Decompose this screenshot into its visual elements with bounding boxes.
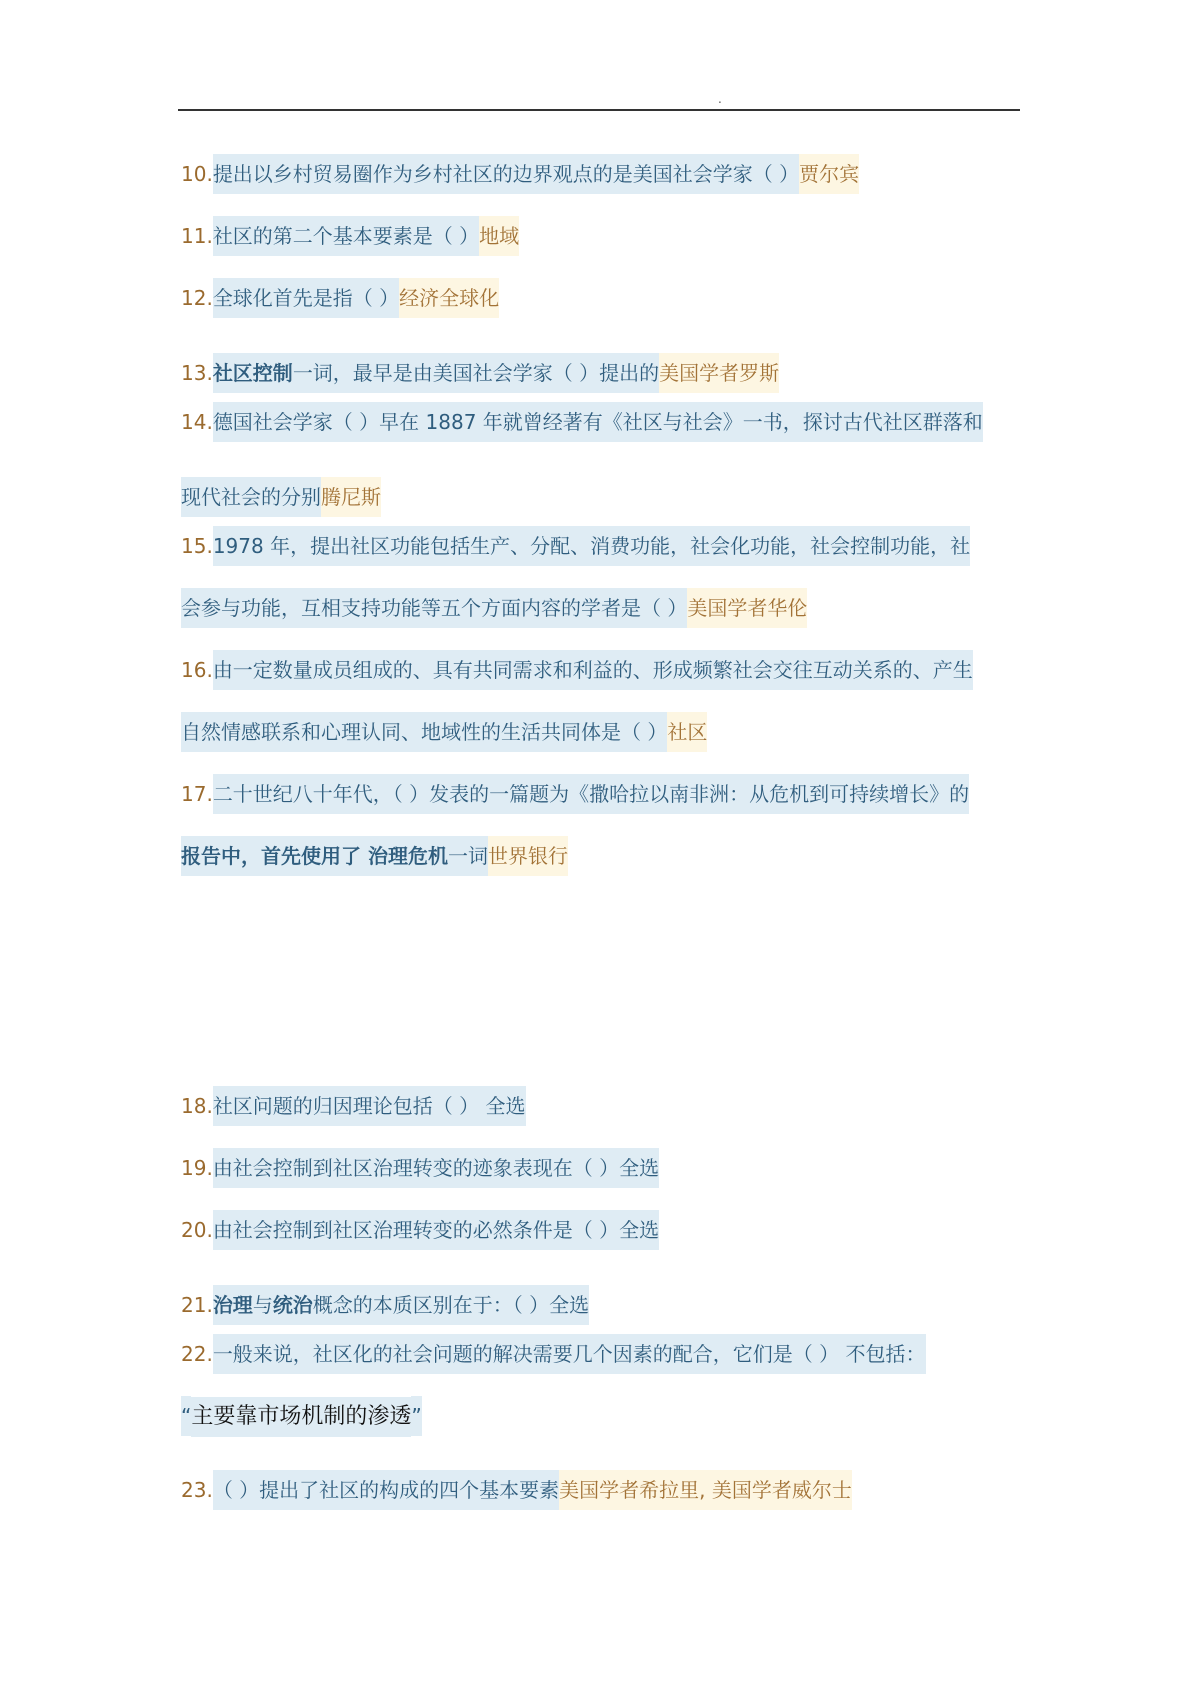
question-text: 全球化首先是指（ ） [213, 278, 399, 318]
question-15 [181, 526, 970, 566]
answer-text: 经济全球化 [399, 278, 499, 318]
question-text: 自然情感联系和心理认同、地域性的生活共同体是（ ） [181, 712, 667, 752]
header-mark: . [718, 92, 722, 106]
question-23 [181, 1470, 852, 1510]
question-text: 由社会控制到社区治理转变的必然条件是（ ）全选 [213, 1210, 659, 1250]
question-text: 社区的第二个基本要素是（ ） [213, 216, 479, 256]
question-11 [181, 216, 519, 256]
question-term: 社区控制 [213, 353, 293, 393]
answer-text: 美国学者罗斯 [659, 353, 779, 393]
question-16-continued [181, 712, 707, 752]
question-number: 13. [181, 361, 213, 385]
question-number: 12. [181, 286, 213, 310]
question-22 [181, 1334, 926, 1374]
question-14-continued [181, 464, 381, 509]
question-text: 由一定数量成员组成的、具有共同需求和利益的、形成频繁社会交往互动关系的、产生 [213, 650, 973, 690]
question-19 [181, 1148, 659, 1188]
answer-text: 腾尼斯 [321, 477, 381, 517]
question-text: 提出以乡村贸易圈作为乡村社区的边界观点的是美国社会学家（ ） [213, 154, 799, 194]
question-number: 20. [181, 1218, 213, 1242]
question-17 [181, 774, 969, 814]
question-number: 16. [181, 658, 213, 682]
question-text: 德国社会学家（ ）早在 1887 年就曾经著有《社区与社会》一书，探讨古代社区群落和 [213, 402, 983, 442]
question-number: 22. [181, 1342, 213, 1366]
question-text: 一词，最早是由美国社会学家（ ）提出的 [293, 353, 659, 393]
question-text: 一词 [448, 836, 488, 876]
answer-text: 世界银行 [488, 836, 568, 876]
question-17-continued [181, 836, 568, 876]
question-text: 会参与功能，互相支持功能等五个方面内容的学者是（ ） [181, 588, 687, 628]
quoted-text: 主要靠市场机制的渗透 [191, 1397, 411, 1437]
question-text: 由社会控制到社区治理转变的迹象表现在（ ）全选 [213, 1148, 659, 1188]
question-text: 概念的本质区别在于：（ ）全选 [313, 1285, 589, 1325]
question-10 [181, 154, 859, 194]
question-22-continued [181, 1396, 422, 1436]
question-number: 18. [181, 1094, 213, 1118]
question-number: 10. [181, 162, 213, 186]
question-term: 治理 [213, 1285, 253, 1325]
question-18 [181, 1086, 526, 1126]
question-13 [181, 340, 780, 385]
question-term: 报告中，首先使用了 治理危机 [181, 836, 448, 876]
question-number: 17. [181, 782, 213, 806]
answer-text: 美国学者希拉里, 美国学者威尔士 [559, 1470, 852, 1510]
question-number: 23. [181, 1478, 213, 1502]
question-number: 11. [181, 224, 213, 248]
question-21 [181, 1272, 590, 1317]
question-text: （ ）提出了社区的构成的四个基本要素 [213, 1470, 559, 1510]
question-number: 14. [181, 410, 213, 434]
question-text: 社区问题的归因理论包括（ ） 全选 [213, 1086, 526, 1126]
question-term: 统治 [273, 1285, 313, 1325]
question-text: 1978 年，提出社区功能包括生产、分配、消费功能，社会化功能，社会控制功能，社 [213, 526, 970, 566]
question-number: 19. [181, 1156, 213, 1180]
question-text: 二十世纪八十年代，（ ）发表的一篇题为《撒哈拉以南非洲：从危机到可持续增长》的 [213, 774, 969, 814]
question-number: 21. [181, 1293, 213, 1317]
quote-open: “ [181, 1396, 191, 1436]
question-text: 一般来说，社区化的社会问题的解决需要几个因素的配合，它们是（ ） 不包括： [213, 1334, 926, 1374]
answer-text: 地域 [479, 216, 519, 256]
question-number: 15. [181, 534, 213, 558]
header-rule [178, 109, 1020, 111]
answer-text: 贾尔宾 [799, 154, 859, 194]
question-12 [181, 278, 499, 318]
answer-text: 美国学者华伦 [687, 588, 807, 628]
question-20 [181, 1210, 659, 1250]
quote-close: ” [411, 1396, 421, 1436]
question-16 [181, 650, 973, 690]
question-15-continued [181, 588, 807, 628]
question-text: 现代社会的分别 [181, 477, 321, 517]
question-text-joiner: 与 [253, 1285, 273, 1325]
question-14 [181, 402, 983, 442]
answer-text: 社区 [667, 712, 707, 752]
